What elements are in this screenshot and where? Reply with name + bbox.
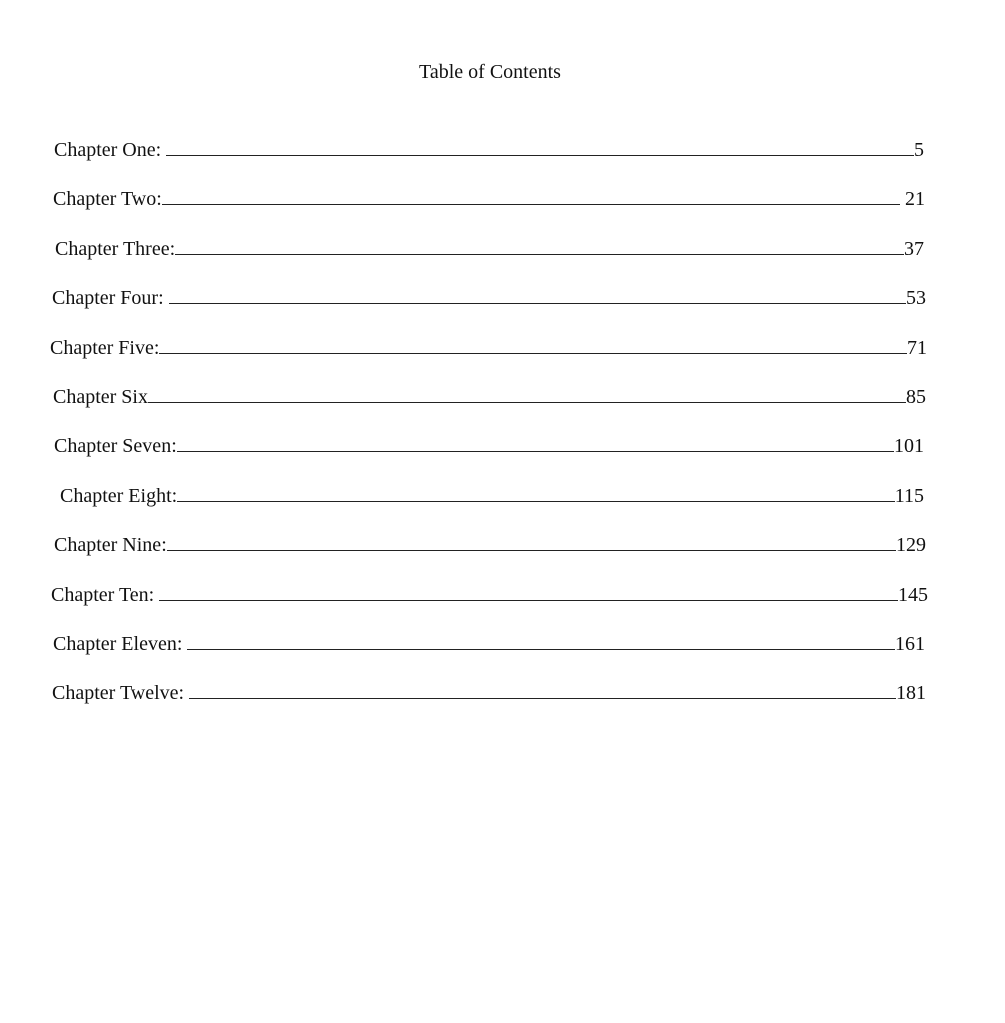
toc-entry-label: Chapter Eight: — [60, 484, 178, 507]
toc-entry-label: Chapter Nine: — [54, 534, 167, 557]
toc-entry-page-number: 145 — [898, 583, 928, 606]
toc-leader-line — [159, 335, 907, 354]
toc-entry-page-number: 181 — [896, 682, 926, 705]
toc-entry-page-number: 53 — [906, 287, 926, 310]
toc-entry-page-number: 129 — [896, 534, 926, 557]
toc-entry-chapter-seven — [0, 432, 1005, 481]
toc-entry-chapter-five — [0, 334, 1005, 383]
toc-entry-page-number: 71 — [907, 336, 927, 359]
toc-entry-chapter-four — [0, 284, 1005, 333]
toc-leader-line — [189, 680, 896, 699]
toc-entry-page-number: 101 — [894, 435, 924, 458]
toc-entry-label: Chapter Two: — [53, 188, 162, 211]
toc-leader-line — [159, 582, 898, 601]
toc-entry-label: Chapter Four: — [52, 287, 169, 310]
toc-leader-line — [167, 532, 896, 551]
toc-leader-line — [187, 631, 895, 650]
toc-entry-page-number: 21 — [900, 188, 925, 211]
toc-entry-page-number: 115 — [894, 484, 924, 507]
toc-entry-page-number: 5 — [914, 139, 924, 161]
toc-entry-chapter-eleven — [0, 630, 1005, 679]
toc-entry-chapter-six — [0, 383, 1005, 432]
toc-entry-page-number: 85 — [906, 385, 926, 408]
toc-leader-line — [177, 433, 894, 452]
toc-entry-chapter-nine — [0, 531, 1005, 580]
toc-entry-chapter-two — [0, 185, 1005, 234]
toc-entry-chapter-three — [0, 235, 1005, 284]
toc-entry-chapter-one — [0, 136, 1005, 185]
toc-entry-label: Chapter Ten: — [51, 583, 160, 606]
toc-entry-chapter-ten — [0, 581, 1005, 630]
toc-entry-label: Chapter Eleven: — [53, 632, 188, 655]
toc-entry-label: Chapter Twelve: — [52, 682, 190, 705]
toc-leader-line — [166, 137, 914, 156]
toc-leader-line — [148, 384, 906, 403]
toc-entry-label: Chapter One: — [54, 139, 167, 161]
toc-title: Table of Contents — [419, 61, 561, 83]
toc-entry-page-number: 161 — [895, 632, 925, 655]
toc-entry-label: Chapter Five: — [50, 336, 160, 359]
toc-entry-page-number: 37 — [904, 237, 924, 260]
toc-leader-line — [175, 236, 904, 255]
toc-entry-chapter-twelve — [0, 679, 1005, 728]
toc-entry-label: Chapter Seven: — [54, 435, 177, 458]
toc-leader-line — [177, 483, 895, 502]
toc-entry-label: Chapter Six — [53, 385, 148, 408]
toc-leader-line — [162, 186, 900, 205]
toc-list — [0, 136, 1005, 729]
toc-entry-label: Chapter Three: — [55, 237, 176, 260]
toc-leader-line — [169, 285, 906, 304]
toc-entry-chapter-eight — [0, 482, 1005, 531]
